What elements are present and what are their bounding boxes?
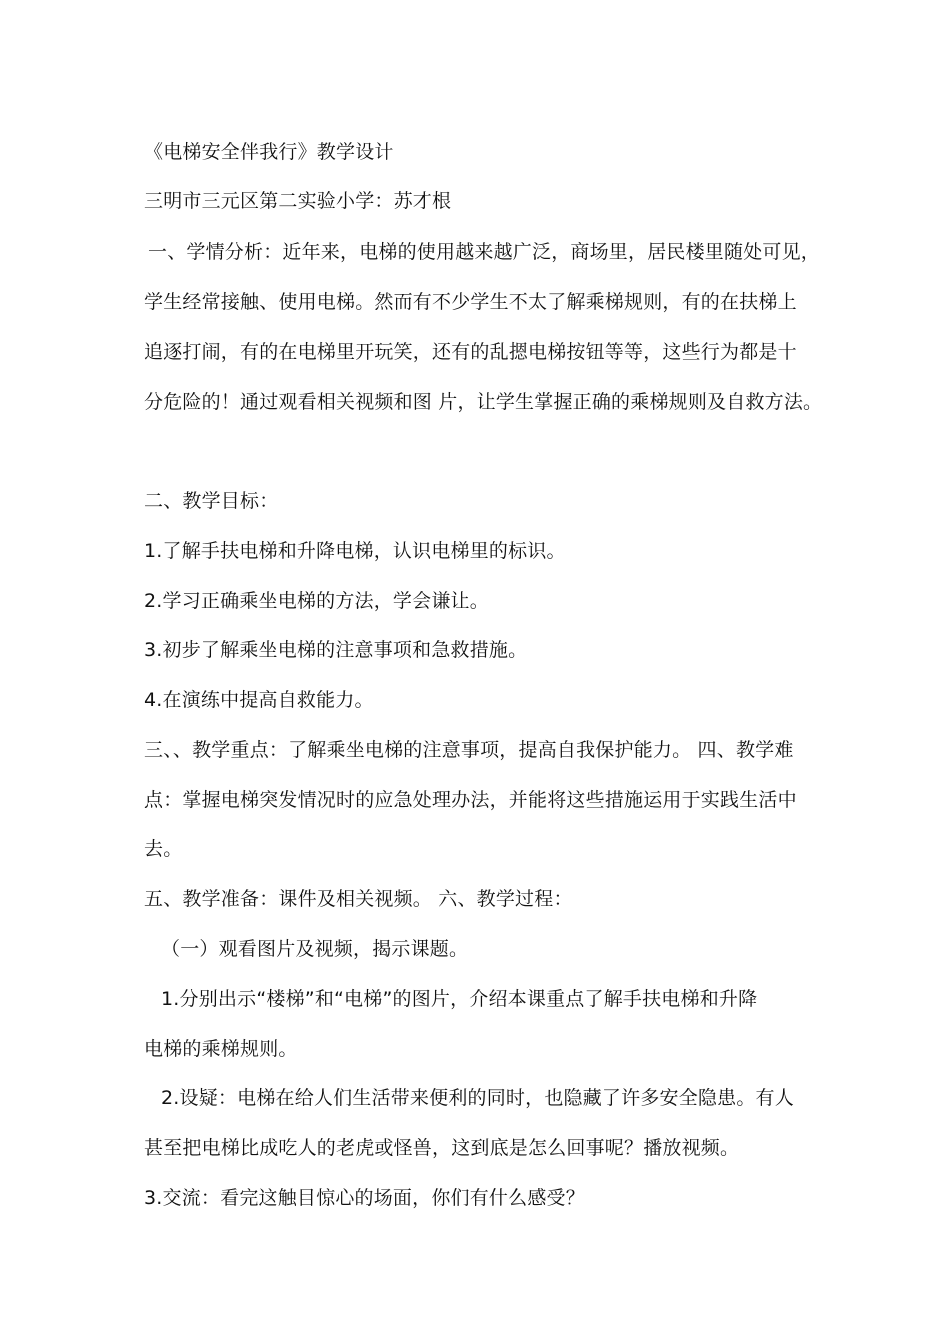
list-item: 2.设疑：电梯在给人们生活带来便利的同时，也隐藏了许多安全隐患。有人	[161, 1087, 794, 1109]
paragraph-line: 三、、教学重点：了解乘坐电梯的注意事项，提高自我保护能力。 四、教学难	[144, 739, 794, 761]
paragraph-line: 点：掌握电梯突发情况时的应急处理办法，并能将这些措施运用于实践生活中	[144, 789, 797, 811]
list-item: 4.在演练中提高自救能力。	[144, 689, 374, 711]
paragraph-line: 甚至把电梯比成吃人的老虎或怪兽，这到底是怎么回事呢？播放视频。	[144, 1137, 740, 1159]
paragraph-line: 电梯的乘梯规则。	[144, 1038, 298, 1060]
paragraph-line: 一、学情分析：近年来，电梯的使用越来越广泛，商场里，居民楼里随处可见，	[148, 241, 821, 263]
list-item: 1.分别出示“楼梯”和“电梯”的图片，介绍本课重点了解手扶电梯和升降	[161, 988, 758, 1010]
author-line: 三明市三元区第二实验小学：苏才根	[144, 190, 452, 212]
list-item: 1.了解手扶电梯和升降电梯，认识电梯里的标识。	[144, 540, 566, 562]
list-item: 2.学习正确乘坐电梯的方法，学会谦让。	[144, 590, 489, 612]
paragraph-line: 分危险的！通过观看相关视频和图 片，让学生掌握正确的乘梯规则及自救方法。	[144, 391, 823, 413]
subsection-heading: （一）观看图片及视频，揭示课题。	[161, 938, 469, 960]
list-item: 3.初步了解乘坐电梯的注意事项和急救措施。	[144, 639, 528, 661]
paragraph-line: 五、教学准备：课件及相关视频。 六、教学过程：	[144, 888, 573, 910]
document-title: 《电梯安全伴我行》教学设计	[144, 141, 394, 163]
paragraph-line: 学生经常接触、使用电梯。然而有不少学生不太了解乘梯规则，有的在扶梯上	[144, 291, 797, 313]
section-heading: 二、教学目标：	[144, 490, 279, 512]
paragraph-line: 去。	[144, 838, 183, 860]
list-item: 3.交流：看完这触目惊心的场面，你们有什么感受？	[144, 1187, 585, 1209]
paragraph-line: 追逐打闹，有的在电梯里开玩笑，还有的乱摁电梯按钮等等，这些行为都是十	[144, 341, 797, 363]
